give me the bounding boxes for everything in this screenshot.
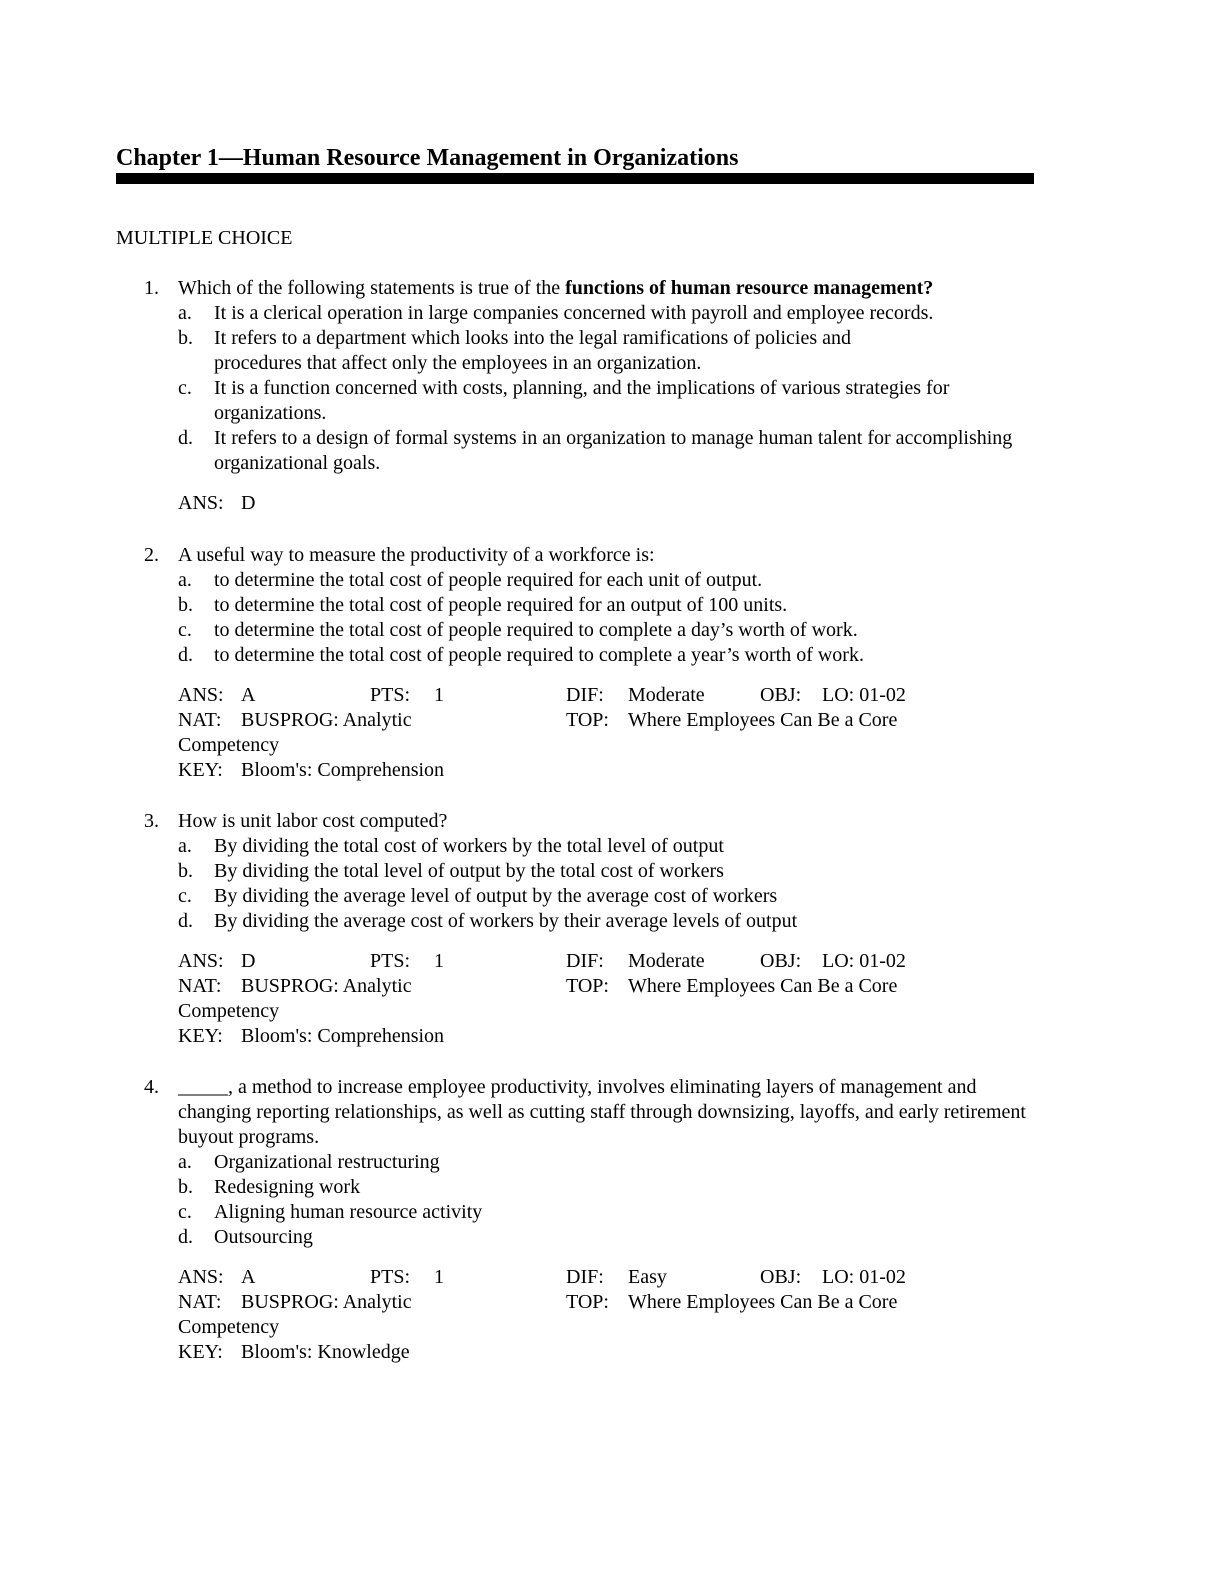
- pts-label: PTS:: [370, 684, 411, 706]
- top-value: Where Employees Can Be a Core: [628, 1291, 898, 1313]
- option-letter: c.: [178, 1201, 192, 1223]
- option-a: [178, 1150, 1034, 1175]
- ans-label: ANS:: [178, 1266, 224, 1288]
- question-text-plain: Which of the following statements is true of the: [178, 277, 566, 299]
- question-stem: [116, 276, 1034, 301]
- option-text: Redesigning work: [214, 1176, 361, 1198]
- option-letter: c.: [178, 619, 192, 641]
- option-c: [178, 884, 1034, 909]
- question-stem: [116, 1075, 1034, 1150]
- option-letter: c.: [178, 377, 192, 399]
- option-text: Aligning human resource activity: [214, 1201, 483, 1223]
- ans-value: D: [241, 492, 256, 514]
- dif-label: DIF:: [566, 950, 604, 972]
- key-value: Bloom's: Knowledge: [241, 1341, 410, 1363]
- option-letter: d.: [178, 910, 193, 932]
- answer-meta: [178, 491, 1034, 516]
- answer-meta: [178, 683, 1034, 783]
- option-letter: d.: [178, 644, 193, 666]
- pts-value: 1: [434, 950, 444, 972]
- nat-value: BUSPROG: Analytic: [241, 975, 412, 997]
- option-text: By dividing the total level of output by the total cost of workers: [214, 860, 724, 882]
- key-label: KEY:: [178, 1341, 223, 1363]
- option-letter: c.: [178, 885, 192, 907]
- pts-value: 1: [434, 684, 444, 706]
- question-text: How is unit labor cost computed?: [178, 810, 448, 832]
- dif-value: Moderate: [628, 950, 705, 972]
- option-c: [178, 376, 1034, 426]
- option-d: [178, 426, 1034, 476]
- key-label: KEY:: [178, 1025, 223, 1047]
- dif-label: DIF:: [566, 684, 604, 706]
- page-title: Chapter 1—Human Resource Management in Organizations: [116, 145, 739, 171]
- question-2: [116, 543, 1034, 783]
- option-a: [178, 834, 1034, 859]
- option-d: [178, 1225, 1034, 1250]
- option-b: [178, 1175, 1034, 1200]
- ans-label: ANS:: [178, 684, 224, 706]
- top-value: Where Employees Can Be a Core: [628, 709, 898, 731]
- option-text: to determine the total cost of people required for an output of 100 units.: [214, 594, 788, 616]
- option-d: [178, 643, 1034, 668]
- top-wrap: Competency: [178, 1316, 280, 1338]
- section-heading: MULTIPLE CHOICE: [116, 227, 293, 249]
- option-d: [178, 909, 1034, 934]
- question-number: 4.: [144, 1076, 159, 1098]
- ans-label: ANS:: [178, 492, 224, 514]
- nat-value: BUSPROG: Analytic: [241, 709, 412, 731]
- ans-label: ANS:: [178, 950, 224, 972]
- option-text: It refers to a design of formal systems in an organization to manage human talent for accomplishing organizational goals.: [214, 427, 1013, 474]
- dif-value: Moderate: [628, 684, 705, 706]
- obj-label: OBJ:: [760, 1266, 802, 1288]
- question-text-bold: functions of human resource management?: [565, 277, 934, 299]
- answer-meta: [178, 1265, 1034, 1365]
- key-label: KEY:: [178, 759, 223, 781]
- nat-label: NAT:: [178, 709, 222, 731]
- option-text: to determine the total cost of people required to complete a day’s worth of work.: [214, 619, 858, 641]
- option-text: It is a clerical operation in large companies concerned with payroll and employee records.: [214, 302, 934, 324]
- question-3: [116, 809, 1034, 1049]
- ans-value: A: [241, 684, 256, 706]
- option-letter: a.: [178, 1151, 192, 1173]
- option-text: It is a function concerned with costs, planning, and the implications of various strategies for organizations.: [214, 377, 950, 424]
- question-stem: [116, 543, 1034, 568]
- option-text: to determine the total cost of people required for each unit of output.: [214, 569, 763, 591]
- option-b: [178, 593, 1034, 618]
- obj-value: LO: 01-02: [822, 1266, 906, 1288]
- option-a: [178, 301, 1034, 326]
- option-letter: a.: [178, 835, 192, 857]
- option-letter: b.: [178, 327, 193, 349]
- key-value: Bloom's: Comprehension: [241, 1025, 445, 1047]
- option-b: [178, 326, 1034, 376]
- question-text: [178, 276, 1034, 301]
- top-wrap: Competency: [178, 1000, 280, 1022]
- pts-label: PTS:: [370, 950, 411, 972]
- nat-label: NAT:: [178, 1291, 222, 1313]
- option-c: [178, 618, 1034, 643]
- title-rule: [116, 173, 1034, 184]
- option-letter: a.: [178, 569, 192, 591]
- option-text: Organizational restructuring: [214, 1151, 440, 1173]
- option-text: By dividing the total cost of workers by the total level of output: [214, 835, 724, 857]
- ans-value: A: [241, 1266, 256, 1288]
- pts-label: PTS:: [370, 1266, 411, 1288]
- top-wrap: Competency: [178, 734, 280, 756]
- obj-label: OBJ:: [760, 684, 802, 706]
- top-label: TOP:: [566, 1291, 609, 1313]
- option-text: By dividing the average cost of workers by their average levels of output: [214, 910, 798, 932]
- option-letter: b.: [178, 594, 193, 616]
- option-letter: b.: [178, 860, 193, 882]
- nat-label: NAT:: [178, 975, 222, 997]
- question-number: 3.: [144, 810, 159, 832]
- answer-meta: [178, 949, 1034, 1049]
- option-letter: b.: [178, 1176, 193, 1198]
- option-letter: d.: [178, 1226, 193, 1248]
- dif-value: Easy: [628, 1266, 667, 1288]
- obj-label: OBJ:: [760, 950, 802, 972]
- question-text: A useful way to measure the productivity of a workforce is:: [178, 544, 655, 566]
- option-letter: a.: [178, 302, 192, 324]
- top-value: Where Employees Can Be a Core: [628, 975, 898, 997]
- option-text: By dividing the average level of output by the average cost of workers: [214, 885, 778, 907]
- question-4: [116, 1075, 1034, 1365]
- question-number: 1.: [144, 277, 159, 299]
- top-label: TOP:: [566, 709, 609, 731]
- option-letter: d.: [178, 427, 193, 449]
- option-b: [178, 859, 1034, 884]
- question-text: _____, a method to increase employee productivity, involves eliminating layers of management and changing reporting relationships, as well as cutting staff through downsizing, layoffs, and early retirement buyout programs.: [178, 1076, 1026, 1148]
- question-1: [116, 276, 1034, 516]
- dif-label: DIF:: [566, 1266, 604, 1288]
- option-text: It refers to a department which looks into the legal ramifications of policies and procedures that affect only the employees in an organization.: [214, 327, 852, 374]
- option-text: to determine the total cost of people required to complete a year’s worth of work.: [214, 644, 864, 666]
- top-label: TOP:: [566, 975, 609, 997]
- nat-value: BUSPROG: Analytic: [241, 1291, 412, 1313]
- obj-value: LO: 01-02: [822, 950, 906, 972]
- question-number: 2.: [144, 544, 159, 566]
- key-value: Bloom's: Comprehension: [241, 759, 445, 781]
- obj-value: LO: 01-02: [822, 684, 906, 706]
- question-stem: [116, 809, 1034, 834]
- option-c: [178, 1200, 1034, 1225]
- option-text: Outsourcing: [214, 1226, 313, 1248]
- pts-value: 1: [434, 1266, 444, 1288]
- option-a: [178, 568, 1034, 593]
- ans-value: D: [241, 950, 256, 972]
